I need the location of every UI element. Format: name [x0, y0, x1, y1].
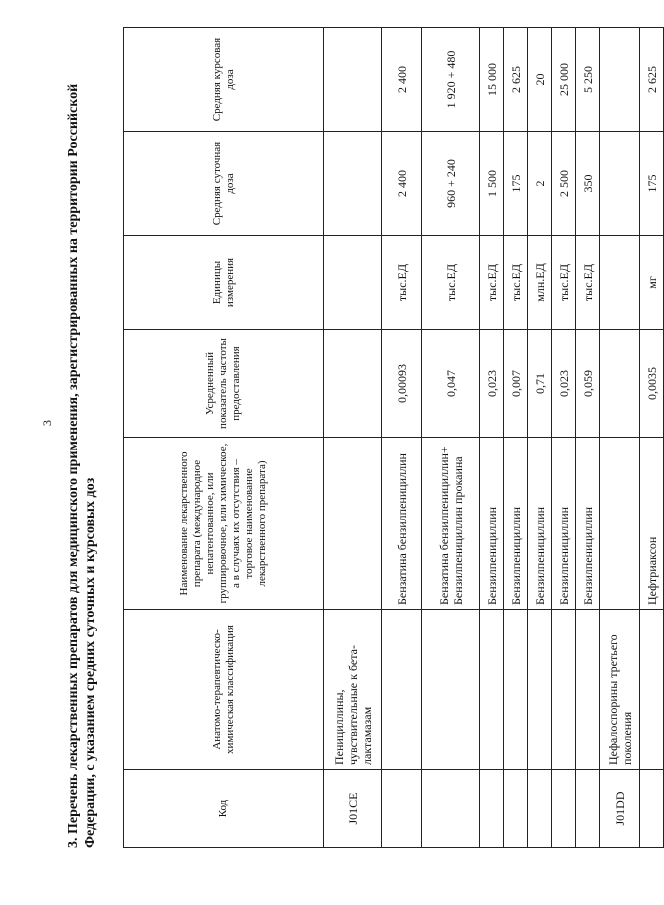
- cell-code: J01CE: [324, 770, 382, 848]
- table-header-row: [124, 28, 324, 848]
- cell-atc: [528, 610, 552, 770]
- cell-unit: тыс.ЕД: [480, 236, 504, 330]
- cell-atc: [422, 610, 480, 770]
- col-header-frequency: Усредненный показатель частоты предоставления: [124, 330, 324, 438]
- table-row: [480, 28, 504, 848]
- cell-daily-dose: 960 + 240: [422, 132, 480, 236]
- cell-unit: тыс.ЕД: [382, 236, 422, 330]
- cell-drug-name: Бензилпенициллин: [504, 438, 528, 610]
- cell-atc: [382, 610, 422, 770]
- col-header-code: Код: [124, 770, 324, 848]
- cell-frequency: 0,047: [422, 330, 480, 438]
- cell-course-dose: 2 625: [504, 28, 528, 132]
- cell-frequency: [600, 330, 640, 438]
- cell-drug-name: Бензилпенициллин: [480, 438, 504, 610]
- cell-frequency: 0,059: [576, 330, 600, 438]
- cell-code: [576, 770, 600, 848]
- table-row: [382, 28, 422, 848]
- cell-daily-dose: 350: [576, 132, 600, 236]
- cell-code: J01DD: [600, 770, 640, 848]
- cell-daily-dose: 175: [504, 132, 528, 236]
- cell-course-dose: 15 000: [480, 28, 504, 132]
- cell-code: [480, 770, 504, 848]
- cell-unit: тыс.ЕД: [422, 236, 480, 330]
- col-header-daily-dose: Средняя суточная доза: [124, 132, 324, 236]
- col-header-drug-name: Наименование лекарственного препарата (международное непатентованное, или группировочное, или химическое, а в случаях их отсутствия – торговое наименование лекарственного препарата): [124, 438, 324, 610]
- col-header-atc: Анатомо-терапевтическо-химическая классификация: [124, 610, 324, 770]
- cell-course-dose: 5 250: [576, 28, 600, 132]
- cell-course-dose: 2 400: [382, 28, 422, 132]
- table-row: [552, 28, 576, 848]
- cell-course-dose: [600, 28, 640, 132]
- cell-frequency: 0,023: [480, 330, 504, 438]
- cell-daily-dose: 2 500: [552, 132, 576, 236]
- cell-unit: мг: [640, 236, 664, 330]
- cell-drug-name: Бензилпенициллин: [552, 438, 576, 610]
- cell-atc: Цефалоспорины третьего поколения: [600, 610, 640, 770]
- cell-atc: [504, 610, 528, 770]
- cell-unit: [600, 236, 640, 330]
- cell-code: [528, 770, 552, 848]
- table-row: [324, 28, 382, 848]
- cell-unit: тыс.ЕД: [504, 236, 528, 330]
- cell-course-dose: 1 920 + 480: [422, 28, 480, 132]
- cell-daily-dose: [324, 132, 382, 236]
- section-heading: 3. Перечень лекарственных препаратов для медицинского применения, зарегистрированных на территории Российской Федерации, с указанием средних суточных и курсовых доз: [66, 83, 98, 848]
- table-row: [640, 28, 664, 848]
- page-number: 3: [40, 420, 54, 426]
- cell-drug-name: Бензатина бензилпенициллин+ Бензилпенициллин прокаина: [422, 438, 480, 610]
- table-row: [600, 28, 640, 848]
- cell-frequency: 0,71: [528, 330, 552, 438]
- cell-code: [552, 770, 576, 848]
- cell-frequency: 0,00093: [382, 330, 422, 438]
- cell-code: [640, 770, 664, 848]
- cell-daily-dose: 175: [640, 132, 664, 236]
- cell-unit: тыс.ЕД: [552, 236, 576, 330]
- cell-course-dose: 25 000: [552, 28, 576, 132]
- cell-drug-name: Бензилпенициллин: [528, 438, 552, 610]
- cell-code: [422, 770, 480, 848]
- cell-unit: млн.ЕД: [528, 236, 552, 330]
- cell-frequency: 0,007: [504, 330, 528, 438]
- table-row: [504, 28, 528, 848]
- cell-daily-dose: 1 500: [480, 132, 504, 236]
- table-row: [576, 28, 600, 848]
- cell-drug-name: [600, 438, 640, 610]
- cell-atc: Пенициллины, чувствительные к бета-лактамазам: [324, 610, 382, 770]
- cell-frequency: [324, 330, 382, 438]
- rotated-page-content: [65, 28, 659, 848]
- cell-drug-name: Бензатина бензилпенициллин: [382, 438, 422, 610]
- cell-code: [504, 770, 528, 848]
- drug-dose-table: [123, 27, 664, 848]
- cell-daily-dose: [600, 132, 640, 236]
- col-header-unit: Единицы измерения: [124, 236, 324, 330]
- cell-unit: [324, 236, 382, 330]
- cell-atc: [640, 610, 664, 770]
- cell-daily-dose: 2 400: [382, 132, 422, 236]
- cell-atc: [480, 610, 504, 770]
- cell-drug-name: Бензилпенициллин: [576, 438, 600, 610]
- cell-frequency: 0,0035: [640, 330, 664, 438]
- col-header-course-dose: Средняя курсовая доза: [124, 28, 324, 132]
- cell-unit: тыс.ЕД: [576, 236, 600, 330]
- table-row: [422, 28, 480, 848]
- cell-drug-name: Цефтриаксон: [640, 438, 664, 610]
- table-row: [528, 28, 552, 848]
- cell-frequency: 0,023: [552, 330, 576, 438]
- cell-course-dose: [324, 28, 382, 132]
- cell-code: [382, 770, 422, 848]
- cell-atc: [552, 610, 576, 770]
- cell-course-dose: 2 625: [640, 28, 664, 132]
- cell-course-dose: 20: [528, 28, 552, 132]
- cell-daily-dose: 2: [528, 132, 552, 236]
- cell-drug-name: [324, 438, 382, 610]
- cell-atc: [576, 610, 600, 770]
